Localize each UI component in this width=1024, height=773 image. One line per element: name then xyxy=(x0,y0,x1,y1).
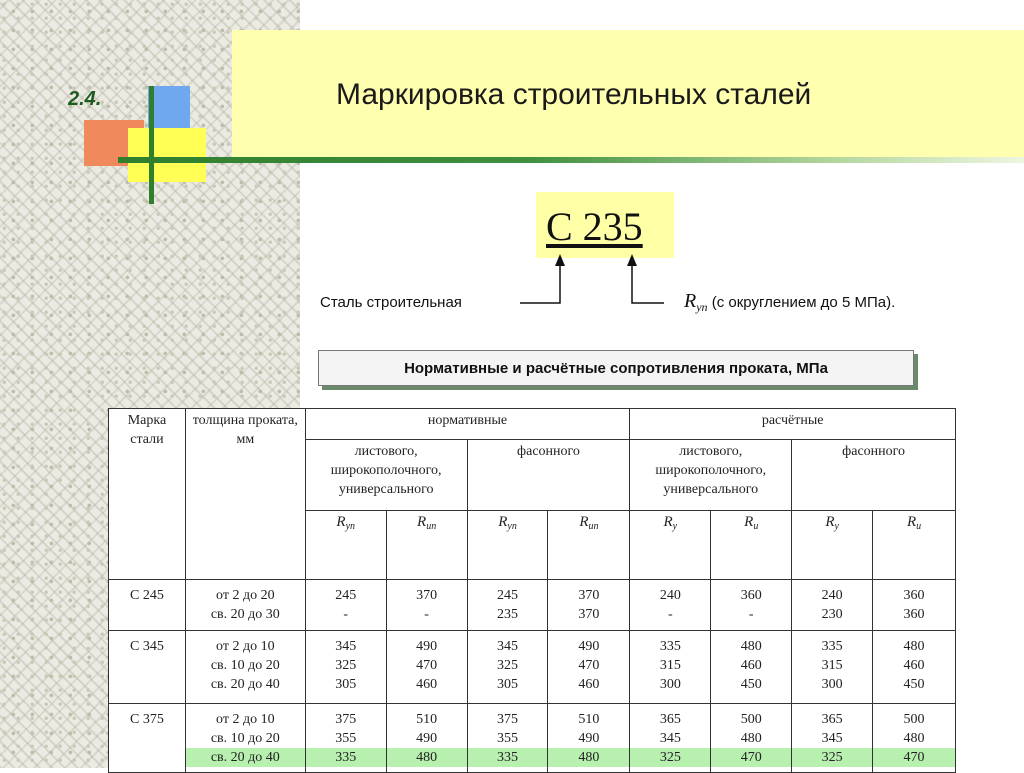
cell-line: 375 xyxy=(335,712,357,727)
resistance-table xyxy=(108,408,956,773)
cell-line: 300 xyxy=(821,677,843,692)
cell-line: св. 20 до 30 xyxy=(210,607,280,622)
cell-value xyxy=(873,580,956,631)
cell-value xyxy=(711,580,792,631)
cell-line: 335 xyxy=(821,639,843,654)
header-normative-shaped: фасонного xyxy=(467,440,630,511)
cell-steel-grade: С 375 xyxy=(109,704,186,773)
cell-line: 235 xyxy=(497,607,519,622)
symbol-letter: R xyxy=(906,514,917,530)
cell-value xyxy=(792,631,873,704)
cell-value xyxy=(792,704,873,773)
symbol-subscript: yn xyxy=(507,521,517,532)
cell-line: 360 xyxy=(740,588,762,603)
symbol-subscript: un xyxy=(588,521,599,532)
symbol-letter: R xyxy=(663,514,673,530)
ryn-subscript: yn xyxy=(696,300,708,314)
cell-line: 470 xyxy=(416,658,438,673)
cell-line: 375 xyxy=(497,712,519,727)
cell-line: 480 xyxy=(387,748,467,767)
cell-line: - xyxy=(748,607,754,622)
cell-line: 365 xyxy=(821,712,843,727)
symbol-letter: R xyxy=(336,514,346,530)
cell-value xyxy=(467,704,548,773)
symbol-letter: R xyxy=(579,514,589,530)
cell-line: св. 20 до 40 xyxy=(210,677,280,692)
cell-line: 490 xyxy=(416,639,438,654)
cell-line: 325 xyxy=(630,748,710,767)
cell-line: 325 xyxy=(497,658,519,673)
symbol-letter: R xyxy=(744,514,754,530)
cell-line: 315 xyxy=(659,658,681,673)
cell-value xyxy=(467,580,548,631)
cell-line: 500 xyxy=(740,712,762,727)
table-row xyxy=(109,631,956,704)
cell-thickness xyxy=(185,631,305,704)
cell-line: - xyxy=(424,607,429,622)
cell-value xyxy=(711,704,792,773)
cell-value xyxy=(305,631,386,704)
cell-line: 365 xyxy=(659,712,681,727)
cell-line: св. 10 до 20 xyxy=(210,731,280,746)
header-symbol-cell xyxy=(467,511,548,580)
cell-line: от 2 до 20 xyxy=(216,588,275,603)
cell-line: св. 20 до 40 xyxy=(186,748,305,767)
header-thickness: толщина проката, мм xyxy=(185,409,305,580)
cell-line: 355 xyxy=(497,731,519,746)
cell-line: 240 xyxy=(659,588,681,603)
cell-value xyxy=(548,631,630,704)
symbol-subscript: yn xyxy=(345,521,356,532)
cell-line: 480 xyxy=(548,748,629,767)
cell-line: 315 xyxy=(821,658,843,673)
cell-line: 370 xyxy=(416,588,438,603)
symbol-letter: R xyxy=(498,514,508,530)
header-normative-sheet: листового, широкополочного, универсального xyxy=(305,440,467,511)
header-design: расчётные xyxy=(630,409,956,440)
symbol-letter: R xyxy=(417,514,427,530)
cell-line: 480 xyxy=(740,731,762,746)
symbol-subscript: u xyxy=(753,521,759,532)
cell-line: - xyxy=(343,607,349,622)
cell-line: 305 xyxy=(497,677,519,692)
cell-line: 240 xyxy=(821,588,843,603)
header-design-shaped: фасонного xyxy=(792,440,956,511)
steel-construction-label: Сталь строительная xyxy=(320,294,462,311)
cell-line: 345 xyxy=(659,731,681,746)
cell-value xyxy=(386,580,467,631)
cell-line: 335 xyxy=(468,748,548,767)
header-symbol-cell xyxy=(548,511,630,580)
ryn-symbol: R xyxy=(684,290,697,312)
cell-line: 345 xyxy=(821,731,843,746)
ryn-label xyxy=(684,290,895,315)
cell-line: 490 xyxy=(578,731,600,746)
cell-thickness xyxy=(185,580,305,631)
cell-line: 510 xyxy=(578,712,600,727)
symbol-subscript: y xyxy=(672,521,678,532)
section-number: 2.4. xyxy=(68,88,102,110)
cell-line: 510 xyxy=(416,712,438,727)
cell-line: 245 xyxy=(335,588,357,603)
cell-line: 480 xyxy=(903,731,925,746)
cell-line: 490 xyxy=(416,731,438,746)
cell-value xyxy=(873,631,956,704)
cell-line: 370 xyxy=(578,607,600,622)
cell-line: 460 xyxy=(740,658,762,673)
header-symbol-cell xyxy=(630,511,711,580)
cell-line: от 2 до 10 xyxy=(216,639,275,654)
table-row xyxy=(109,580,956,631)
cell-line: 450 xyxy=(740,677,762,692)
cell-steel-grade: С 245 xyxy=(109,580,186,631)
cell-value xyxy=(548,580,630,631)
symbol-subscript: y xyxy=(834,521,839,532)
table-heading: Нормативные и расчётные сопротивления проката, МПа xyxy=(318,350,914,386)
cell-line: - xyxy=(667,607,673,622)
cell-line: 300 xyxy=(659,677,681,692)
cell-line: св. 10 до 20 xyxy=(210,658,280,673)
cell-line: 450 xyxy=(903,677,925,692)
symbol-subscript: u xyxy=(916,521,922,532)
cell-line: 470 xyxy=(578,658,600,673)
header-symbol-cell xyxy=(386,511,467,580)
cell-value xyxy=(467,631,548,704)
cell-value xyxy=(386,704,467,773)
header-symbol-cell xyxy=(873,511,956,580)
cell-line: 460 xyxy=(903,658,925,673)
cell-line: 500 xyxy=(903,712,925,727)
cell-line: 490 xyxy=(578,639,600,654)
cell-line: 470 xyxy=(711,748,791,767)
cell-line: 245 xyxy=(497,588,519,603)
cell-line: 325 xyxy=(792,748,872,767)
cell-steel-grade: С 345 xyxy=(109,631,186,704)
cell-value xyxy=(630,631,711,704)
header-symbol-cell xyxy=(711,511,792,580)
cell-line: 460 xyxy=(578,677,600,692)
cell-value xyxy=(630,704,711,773)
header-symbol-cell xyxy=(792,511,873,580)
cell-value xyxy=(305,580,386,631)
cell-line: 345 xyxy=(335,639,357,654)
decor-vertical-line xyxy=(149,86,154,204)
cell-line: 325 xyxy=(335,658,357,673)
cell-value xyxy=(873,704,956,773)
table-row xyxy=(109,704,956,773)
cell-line: 335 xyxy=(306,748,386,767)
cell-line: от 2 до 10 xyxy=(216,712,275,727)
cell-value xyxy=(792,580,873,631)
cell-line: 335 xyxy=(659,639,681,654)
cell-line: 360 xyxy=(903,607,925,622)
cell-value xyxy=(711,631,792,704)
cell-line: 460 xyxy=(416,677,438,692)
header-symbol-cell xyxy=(305,511,386,580)
decor-square-blue xyxy=(148,86,190,128)
cell-line: 480 xyxy=(740,639,762,654)
decor-horizontal-line xyxy=(118,157,1024,163)
cell-line: 470 xyxy=(873,748,955,767)
symbol-letter: R xyxy=(825,514,835,530)
header-normative: нормативные xyxy=(305,409,630,440)
cell-value xyxy=(548,704,630,773)
marking-code: С 235 xyxy=(546,204,643,249)
cell-line: 355 xyxy=(335,731,357,746)
cell-value xyxy=(386,631,467,704)
cell-value xyxy=(305,704,386,773)
cell-value xyxy=(630,580,711,631)
page-title: Маркировка строительных сталей xyxy=(336,78,812,111)
symbol-subscript: un xyxy=(426,521,437,532)
cell-line: 370 xyxy=(578,588,600,603)
decor-square-yellow xyxy=(128,128,206,182)
cell-line: 480 xyxy=(903,639,925,654)
cell-thickness xyxy=(185,704,305,773)
cell-line: 305 xyxy=(335,677,357,692)
cell-line: 360 xyxy=(903,588,925,603)
header-design-sheet: листового, широкополочного, универсального xyxy=(630,440,792,511)
ryn-text: (с округлением до 5 МПа). xyxy=(707,294,896,311)
header-steel-grade: Марка стали xyxy=(109,409,186,580)
cell-line: 230 xyxy=(821,607,843,622)
cell-line: 345 xyxy=(497,639,519,654)
